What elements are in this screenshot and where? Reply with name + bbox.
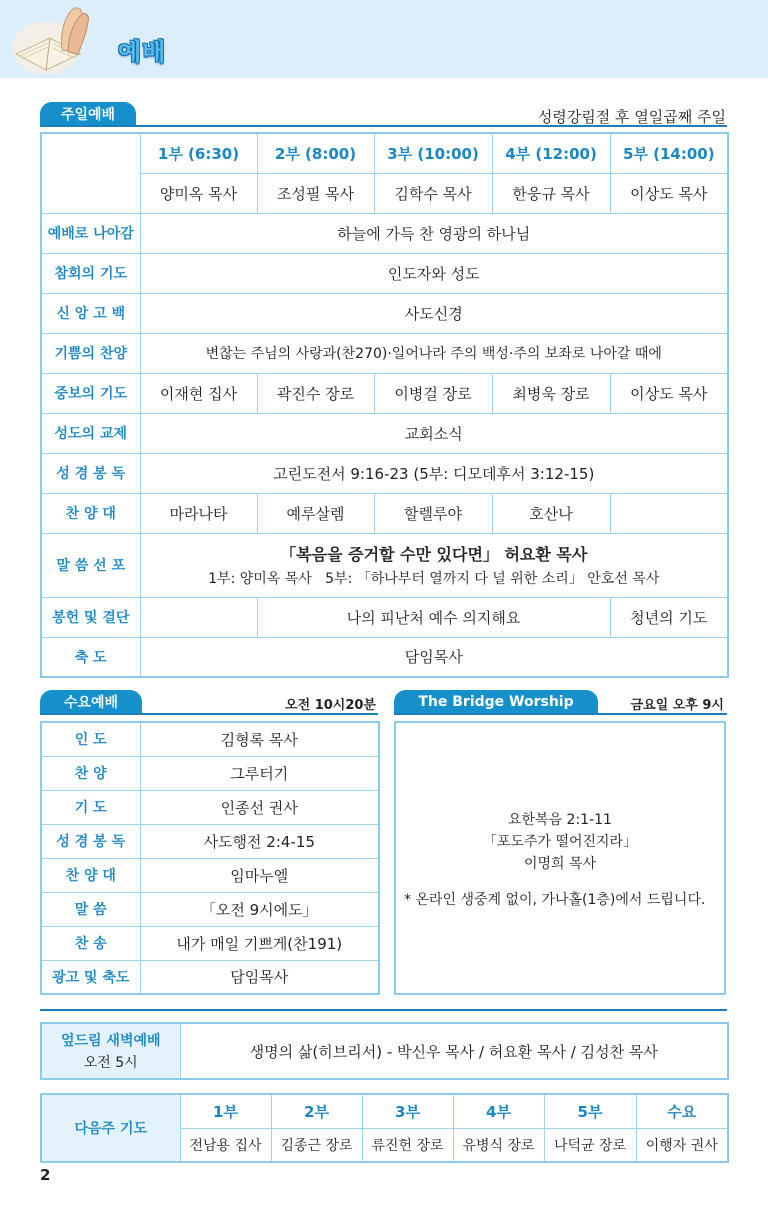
wednesday-label-praise: 찬 양 — [41, 756, 140, 790]
praying-hands-bible-icon — [6, 4, 104, 76]
approach-row — [41, 213, 728, 253]
next-prayer-header-wed: 수요 — [636, 1094, 728, 1128]
benediction-label: 축 도 — [41, 637, 140, 677]
wednesday-worship-table — [40, 721, 380, 995]
sunday-tab: 주일예배 — [40, 102, 136, 126]
next-prayer-name-1: 전남용 집사 — [180, 1128, 271, 1162]
bridge-title: 「포도주가 떨어진지라」 — [482, 834, 638, 850]
confession-label: 참회의 기도 — [41, 253, 140, 293]
wednesday-value-announce: 담임목사 — [140, 960, 379, 994]
sermon-sub: 1부: 양미옥 목사 5부: 「하나부터 열까지 다 널 위한 소리」 안호선 목사 — [208, 571, 660, 587]
creed-label: 신 앙 고 백 — [41, 293, 140, 333]
next-prayer-name-3: 류진헌 장로 — [362, 1128, 453, 1162]
service-time-3: 3부 (10:00) — [374, 133, 492, 173]
fellowship-row — [41, 413, 728, 453]
offering-label: 봉헌 및 결단 — [41, 597, 140, 637]
choir-2: 예루살렘 — [257, 493, 374, 533]
wednesday-label-lead: 인 도 — [41, 722, 140, 756]
creed-value: 사도신경 — [140, 293, 728, 333]
next-prayer-name-5: 나덕균 장로 — [544, 1128, 636, 1162]
intercession-label: 중보의 기도 — [41, 373, 140, 413]
next-prayer-header-1: 1부 — [180, 1094, 271, 1128]
intercession-5: 이상도 목사 — [610, 373, 728, 413]
next-prayer-header-5: 5부 — [544, 1094, 636, 1128]
wednesday-tab-line — [40, 713, 378, 715]
next-prayer-header-3: 3부 — [362, 1094, 453, 1128]
approach-value: 하늘에 가득 찬 영광의 하나님 — [140, 213, 728, 253]
offering-value: 나의 피난처 예수 의지해요 — [257, 597, 610, 637]
offering-fifth: 청년의 기도 — [610, 597, 728, 637]
wednesday-value-scripture: 사도행전 2:4-15 — [140, 824, 379, 858]
dawn-label: 엎드림 새벽예배 — [60, 1033, 161, 1049]
benediction-value: 담임목사 — [140, 637, 728, 677]
sermon-cell — [140, 533, 728, 597]
service-pastor-row — [41, 173, 728, 213]
intercession-row — [41, 373, 728, 413]
service-time-5: 5부 (14:00) — [610, 133, 728, 173]
bridge-tab-line — [394, 713, 727, 715]
next-prayer-header-4: 4부 — [453, 1094, 544, 1128]
service-time-4: 4부 (12:00) — [492, 133, 610, 173]
wednesday-time: 오전 10시20분 — [285, 698, 376, 713]
benediction-row — [41, 637, 728, 677]
intercession-2: 곽진수 장로 — [257, 373, 374, 413]
dawn-time: 오전 5시 — [83, 1055, 138, 1071]
page-number: 2 — [40, 1166, 51, 1184]
sermon-title: 「복음을 증거할 수만 있다면」 허요환 목사 — [280, 545, 588, 564]
next-prayer-name-2: 김종근 장로 — [271, 1128, 362, 1162]
next-prayer-name-4: 유병식 장로 — [453, 1128, 544, 1162]
choir-5 — [610, 493, 728, 533]
wednesday-value-lead: 김형록 목사 — [140, 722, 379, 756]
bridge-note: * 온라인 생중계 없이, 가나홀(1층)에서 드립니다. — [404, 892, 706, 908]
praise-row — [41, 333, 728, 373]
dawn-label-cell — [41, 1023, 180, 1079]
scripture-row — [41, 453, 728, 493]
next-prayer-label: 다음주 기도 — [41, 1094, 180, 1162]
service-pastor-5: 이상도 목사 — [610, 173, 728, 213]
confession-row — [41, 253, 728, 293]
scripture-value: 고린도전서 9:16-23 (5부: 디모데후서 3:12-15) — [140, 453, 728, 493]
service-time-2: 2부 (8:00) — [257, 133, 374, 173]
service-pastor-4: 한웅규 목사 — [492, 173, 610, 213]
dawn-row — [41, 1023, 728, 1079]
offering-blank — [140, 597, 257, 637]
wednesday-row — [41, 722, 379, 756]
confession-value: 인도자와 성도 — [140, 253, 728, 293]
top-banner — [0, 0, 768, 78]
approach-label: 예배로 나아감 — [41, 213, 140, 253]
service-pastor-1: 양미옥 목사 — [140, 173, 257, 213]
wednesday-value-choir: 임마누엘 — [140, 858, 379, 892]
bridge-pastor: 이명희 목사 — [523, 856, 597, 872]
next-prayer-table — [40, 1093, 729, 1163]
bridge-box — [394, 721, 726, 995]
sermon-row — [41, 533, 728, 597]
service-pastor-2: 조성필 목사 — [257, 173, 374, 213]
sunday-worship-table — [40, 132, 729, 678]
wednesday-label-sermon: 말 씀 — [41, 892, 140, 926]
praise-value: 변찮는 주님의 사랑과(찬270)·일어나라 주의 백성·주의 보좌로 나아갈 때에 — [140, 333, 728, 373]
wednesday-value-sermon: 「오전 9시에도」 — [140, 892, 379, 926]
scripture-label: 성 경 봉 독 — [41, 453, 140, 493]
wednesday-row — [41, 892, 379, 926]
bridge-scripture: 요한복음 2:1-11 — [508, 812, 612, 828]
wednesday-row — [41, 824, 379, 858]
fellowship-label: 성도의 교제 — [41, 413, 140, 453]
blank-corner-cell — [41, 133, 140, 213]
wednesday-label-announce: 광고 및 축도 — [41, 960, 140, 994]
choir-3: 할렐루야 — [374, 493, 492, 533]
sunday-season: 성령강림절 후 열일곱째 주일 — [537, 108, 726, 126]
dawn-worship-table — [40, 1022, 729, 1080]
next-prayer-header-row — [41, 1094, 728, 1128]
wednesday-row — [41, 790, 379, 824]
fellowship-value: 교회소식 — [140, 413, 728, 453]
bridge-time: 금요일 오후 9시 — [630, 698, 724, 713]
wednesday-row — [41, 858, 379, 892]
wednesday-label-choir: 찬 양 대 — [41, 858, 140, 892]
wednesday-label-scripture: 성 경 봉 독 — [41, 824, 140, 858]
choir-1: 마라나타 — [140, 493, 257, 533]
service-time-1: 1부 (6:30) — [140, 133, 257, 173]
intercession-3: 이병걸 장로 — [374, 373, 492, 413]
offering-row — [41, 597, 728, 637]
service-time-row — [41, 133, 728, 173]
section-separator — [40, 1009, 727, 1011]
wednesday-row — [41, 960, 379, 994]
wednesday-value-hymn: 내가 매일 기쁘게(찬191) — [140, 926, 379, 960]
sermon-label: 말 씀 선 포 — [41, 533, 140, 597]
next-prayer-header-2: 2부 — [271, 1094, 362, 1128]
choir-4: 호산나 — [492, 493, 610, 533]
choir-label: 찬 양 대 — [41, 493, 140, 533]
choir-row — [41, 493, 728, 533]
wednesday-row — [41, 926, 379, 960]
next-prayer-name-wed: 이행자 권사 — [636, 1128, 728, 1162]
dawn-value: 생명의 삶(히브리서) - 박신우 목사 / 허요환 목사 / 김성찬 목사 — [180, 1023, 728, 1079]
intercession-4: 최병욱 장로 — [492, 373, 610, 413]
intercession-1: 이재현 집사 — [140, 373, 257, 413]
wednesday-label-prayer: 기 도 — [41, 790, 140, 824]
bridge-tab: The Bridge Worship — [394, 690, 598, 714]
service-pastor-3: 김학수 목사 — [374, 173, 492, 213]
wednesday-row — [41, 756, 379, 790]
banner-title: 예배 — [118, 38, 167, 66]
wednesday-label-hymn: 찬 송 — [41, 926, 140, 960]
creed-row — [41, 293, 728, 333]
wednesday-tab: 수요예배 — [40, 690, 142, 714]
praise-label: 기쁨의 찬양 — [41, 333, 140, 373]
wednesday-value-prayer: 인종선 권사 — [140, 790, 379, 824]
bridge-content — [396, 809, 724, 875]
wednesday-value-praise: 그루터기 — [140, 756, 379, 790]
